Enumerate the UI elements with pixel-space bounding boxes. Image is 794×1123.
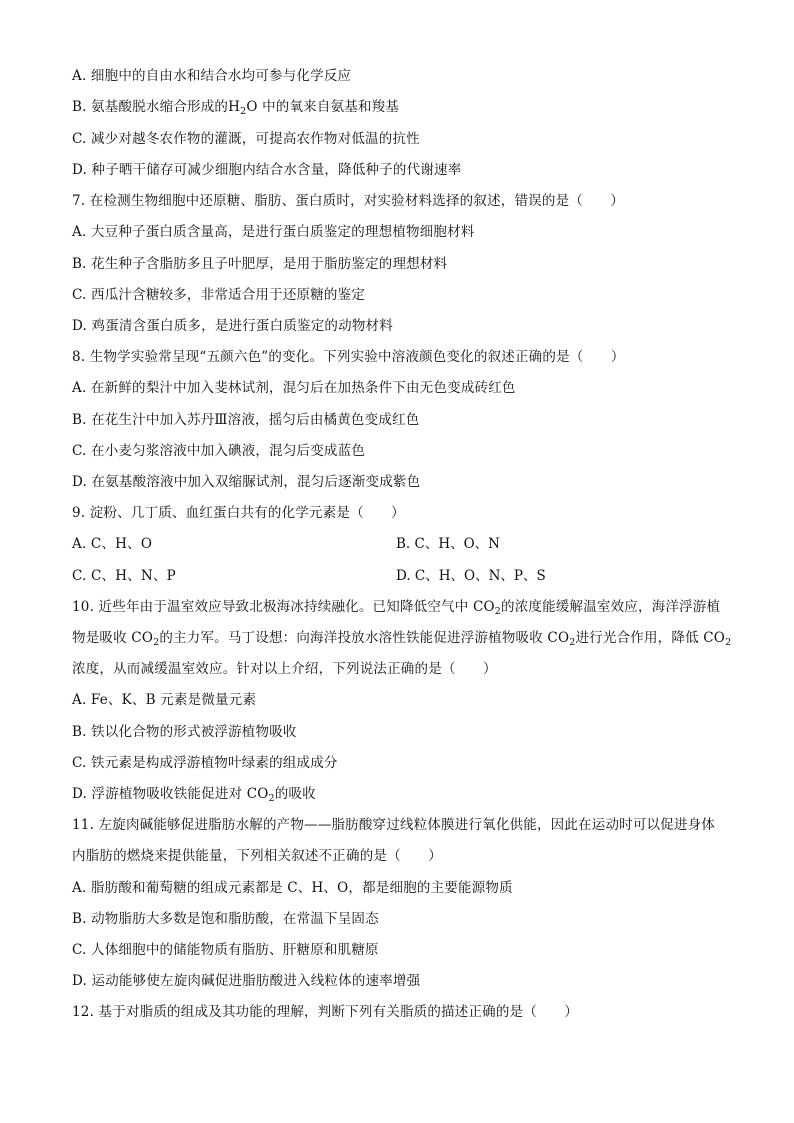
q6-option-c: C. 减少对越冬农作物的灌溉，可提高农作物对低温的抗性 bbox=[72, 131, 420, 147]
q11-option-d: D. 运动能够使左旋肉碱促进脂肪酸进入线粒体的速率增强 bbox=[72, 973, 421, 989]
q8-option-b: B. 在花生汁中加入苏丹Ⅲ溶液，摇匀后由橘黄色变成红色 bbox=[72, 412, 420, 428]
q10-stem-text: 进行光合作用，降低 CO bbox=[575, 630, 726, 646]
q8-option-d: D. 在氨基酸溶液中加入双缩脲试剂，混匀后逐渐变成紫色 bbox=[72, 474, 421, 490]
q10-stem-text: 的浓度能缓解温室效应，海洋浮游植 bbox=[501, 599, 721, 615]
subscript: 2 bbox=[725, 637, 732, 648]
q6-option-d: D. 种子晒干储存可减少细胞内结合水含量，降低种子的代谢速率 bbox=[72, 162, 462, 178]
q7-option-d: D. 鸡蛋清含蛋白质多，是进行蛋白质鉴定的动物材料 bbox=[72, 318, 393, 334]
q10-stem-text: 10. 近些年由于温室效应导致北极海冰持续融化。已知降低空气中 CO bbox=[72, 599, 495, 615]
subscript: 2 bbox=[153, 637, 160, 648]
q10-stem-text: 的主力军。马丁设想：向海洋投放水溶性铁能促进浮游植物吸收 CO bbox=[159, 630, 570, 646]
q10-option-c: C. 铁元素是构成浮游植物叶绿素的组成成分 bbox=[72, 755, 338, 771]
q10-option-d-text: D. 浮游植物吸收铁能促进对 CO bbox=[72, 786, 269, 802]
q11-option-b: B. 动物脂肪大多数是饱和脂肪酸，在常温下呈固态 bbox=[72, 911, 379, 927]
q10-stem-line-3: 浓度，从而减缓温室效应。针对以上介绍，下列说法正确的是（ ） bbox=[72, 661, 497, 677]
q11-option-a: A. 脂肪酸和葡萄糖的组成元素都是 C、H、O，都是细胞的主要能源物质 bbox=[72, 880, 513, 896]
subscript: 2 bbox=[240, 106, 247, 117]
q7-option-c: C. 西瓜汁含糖较多，非常适合用于还原糖的鉴定 bbox=[72, 287, 366, 303]
q9-option-d: D. C、H、O、N、P、S bbox=[396, 568, 546, 584]
q10-stem-line-2 bbox=[72, 628, 732, 648]
q10-stem-text: 物是吸收 CO bbox=[72, 630, 154, 646]
q9-option-c: C. C、H、N、P bbox=[72, 568, 176, 584]
subscript: 2 bbox=[569, 637, 576, 648]
q12-stem: 12. 基于对脂质的组成及其功能的理解，判断下列有关脂质的描述正确的是（ ） bbox=[72, 1004, 579, 1020]
q10-option-d bbox=[72, 784, 724, 804]
subscript: 2 bbox=[494, 606, 501, 617]
q7-option-b: B. 花生种子含脂肪多且子叶肥厚，是用于脂肪鉴定的理想材料 bbox=[72, 256, 448, 272]
q11-stem-line-1: 11. 左旋肉碱能够促进脂肪水解的产物——脂肪酸穿过线粒体膜进行氧化供能，因此在运动时可以促进身体 bbox=[72, 817, 716, 833]
q8-option-a: A. 在新鲜的梨汁中加入斐林试剂，混匀后在加热条件下由无色变成砖红色 bbox=[72, 380, 516, 396]
q6-option-b-text-end: O 中的氧来自氨基和羧基 bbox=[246, 99, 400, 115]
q6-option-a: A. 细胞中的自由水和结合水均可参与化学反应 bbox=[72, 68, 352, 84]
q11-option-c: C. 人体细胞中的储能物质有脂肪、肝糖原和肌糖原 bbox=[72, 942, 379, 958]
q9-option-b: B. C、H、O、N bbox=[396, 536, 500, 552]
q8-stem: 8. 生物学实验常呈现“五颜六色”的变化。下列实验中溶液颜色变化的叙述正确的是（ ） bbox=[72, 349, 625, 365]
q10-option-d-text-end: 的吸收 bbox=[274, 786, 316, 802]
q7-option-a: A. 大豆种子蛋白质含量高，是进行蛋白质鉴定的理想植物细胞材料 bbox=[72, 224, 475, 240]
subscript: 2 bbox=[268, 793, 275, 804]
q6-option-b bbox=[72, 97, 724, 117]
q7-stem: 7. 在检测生物细胞中还原糖、脂肪、蛋白质时，对实验材料选择的叙述，错误的是（ ） bbox=[72, 193, 625, 209]
q8-option-c: C. 在小麦匀浆溶液中加入碘液，混匀后变成蓝色 bbox=[72, 443, 366, 459]
q6-option-b-text: B. 氨基酸脱水缩合形成的H bbox=[72, 99, 241, 115]
q9-option-a: A. C、H、O bbox=[72, 536, 153, 552]
q10-option-a: A. Fe、K、B 元素是微量元素 bbox=[72, 692, 257, 708]
q9-stem: 9. 淀粉、几丁质、血红蛋白共有的化学元素是（ ） bbox=[72, 505, 405, 521]
q10-option-b: B. 铁以化合物的形式被浮游植物吸收 bbox=[72, 724, 297, 740]
q11-stem-line-2: 内脂肪的燃烧来提供能量，下列相关叙述不正确的是（ ） bbox=[72, 848, 442, 864]
q10-stem-line-1 bbox=[72, 597, 724, 617]
